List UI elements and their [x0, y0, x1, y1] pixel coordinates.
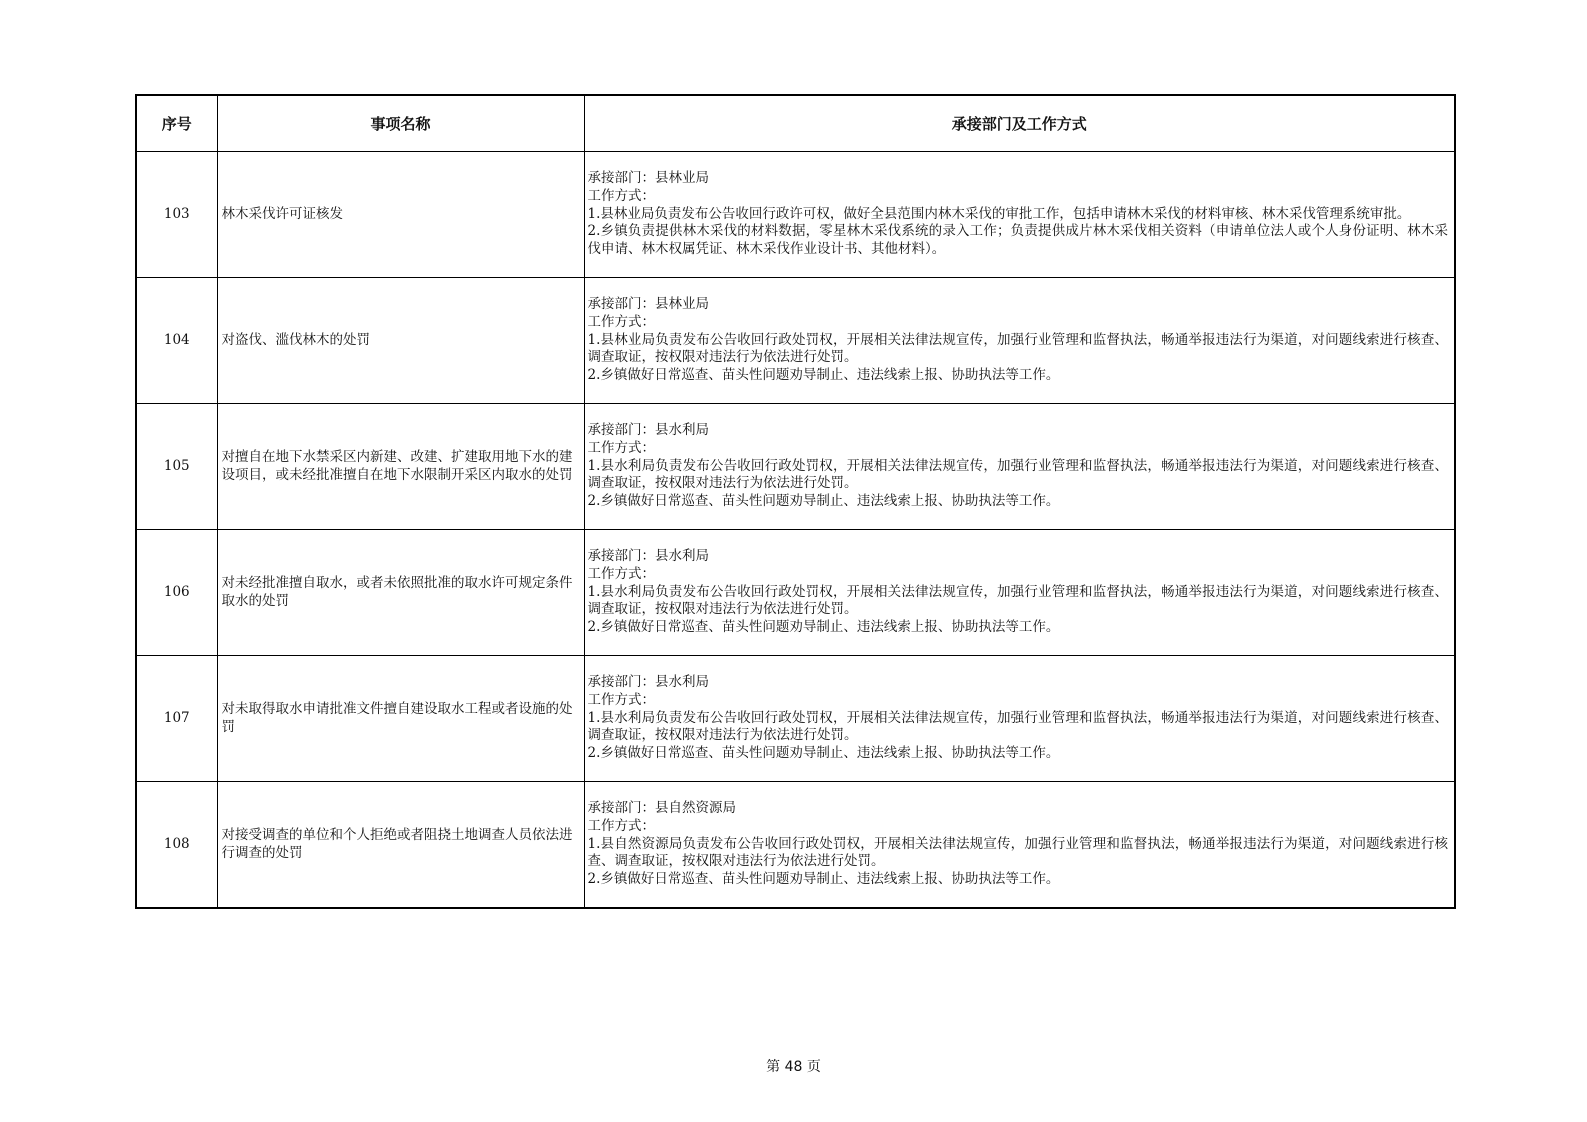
row-department-method — [584, 530, 1455, 656]
dept-line: 2.乡镇做好日常巡查、苗头性问题劝导制止、违法线索上报、协助执法等工作。 — [587, 619, 1060, 636]
dept-line: 2.乡镇做好日常巡查、苗头性问题劝导制止、违法线索上报、协助执法等工作。 — [587, 367, 1060, 384]
row-item-name: 对接受调查的单位和个人拒绝或者阻挠土地调查人员依法进行调查的处罚 — [217, 782, 584, 909]
dept-line: 2.乡镇做好日常巡查、苗头性问题劝导制止、违法线索上报、协助执法等工作。 — [587, 871, 1060, 888]
dept-line: 1.县水利局负责发布公告收回行政处罚权，开展相关法律法规宣传，加强行业管理和监督执法，畅通举报违法行为渠道，对问题线索进行核查、调查取证，按权限对违法行为依法进行处罚。 — [587, 583, 1448, 618]
row-serial-number: 106 — [136, 530, 217, 656]
dept-line: 1.县水利局负责发布公告收回行政处罚权，开展相关法律法规宣传，加强行业管理和监督执法，畅通举报违法行为渠道，对问题线索进行核查、调查取证，按权限对违法行为依法进行处罚。 — [587, 457, 1448, 492]
page-number: 第 48 页 — [766, 1059, 821, 1075]
row-serial-number: 107 — [136, 656, 217, 782]
row-item-name: 对未经批准擅自取水，或者未依照批准的取水许可规定条件取水的处罚 — [217, 530, 584, 656]
dept-line: 工作方式： — [587, 691, 655, 708]
table-row — [136, 404, 1455, 530]
header-item-name: 事项名称 — [217, 95, 584, 152]
document-table-container — [135, 94, 1454, 909]
header-row — [136, 95, 1455, 152]
row-item-name: 对未取得取水申请批准文件擅自建设取水工程或者设施的处罚 — [217, 656, 584, 782]
dept-line: 1.县自然资源局负责发布公告收回行政处罚权，开展相关法律法规宣传，加强行业管理和监督执法，畅通举报违法行为渠道，对问题线索进行核查、调查取证，按权限对违法行为依法进行处罚。 — [587, 835, 1448, 870]
dept-line: 2.乡镇做好日常巡查、苗头性问题劝导制止、违法线索上报、协助执法等工作。 — [587, 493, 1060, 510]
row-serial-number: 105 — [136, 404, 217, 530]
dept-line: 2.乡镇做好日常巡查、苗头性问题劝导制止、违法线索上报、协助执法等工作。 — [587, 745, 1060, 762]
dept-line: 工作方式： — [587, 439, 655, 456]
dept-line: 2.乡镇负责提供林木采伐的材料数据，零星林木采伐系统的录入工作；负责提供成片林木采伐相关资料（申请单位法人或个人身份证明、林木采伐申请、林木权属凭证、林木采伐作业设计书、其他材料）。 — [587, 223, 1448, 258]
dept-line: 1.县林业局负责发布公告收回行政处罚权，开展相关法律法规宣传，加强行业管理和监督执法，畅通举报违法行为渠道，对问题线索进行核查、调查取证，按权限对违法行为依法进行处罚。 — [587, 331, 1448, 366]
dept-line: 承接部门：县水利局 — [587, 422, 709, 438]
row-serial-number: 104 — [136, 278, 217, 404]
row-item-name: 对盗伐、滥伐林木的处罚 — [217, 278, 584, 404]
dept-line: 工作方式： — [587, 565, 655, 582]
row-department-method — [584, 404, 1455, 530]
table-body — [136, 152, 1455, 909]
header-department-and-method: 承接部门及工作方式 — [584, 95, 1455, 152]
table-row — [136, 152, 1455, 278]
row-department-method — [584, 656, 1455, 782]
row-item-name: 林木采伐许可证核发 — [217, 152, 584, 278]
dept-line: 工作方式： — [587, 313, 655, 330]
row-serial-number: 103 — [136, 152, 217, 278]
items-table — [135, 94, 1456, 909]
row-department-method — [584, 278, 1455, 404]
dept-line: 承接部门：县林业局 — [587, 170, 709, 186]
table-row — [136, 530, 1455, 656]
dept-line: 承接部门：县自然资源局 — [587, 800, 736, 816]
dept-line: 1.县水利局负责发布公告收回行政处罚权，开展相关法律法规宣传，加强行业管理和监督执法，畅通举报违法行为渠道，对问题线索进行核查、调查取证，按权限对违法行为依法进行处罚。 — [587, 709, 1448, 744]
dept-line: 1.县林业局负责发布公告收回行政许可权，做好全县范围内林木采伐的审批工作，包括申请林木采伐的材料审核、林木采伐管理系统审批。 — [587, 205, 1411, 222]
dept-line: 工作方式： — [587, 187, 655, 204]
table-row — [136, 656, 1455, 782]
dept-line: 工作方式： — [587, 817, 655, 834]
row-department-method — [584, 152, 1455, 278]
dept-line: 承接部门：县水利局 — [587, 548, 709, 564]
table-header — [136, 95, 1455, 152]
row-serial-number: 108 — [136, 782, 217, 909]
dept-line: 承接部门：县林业局 — [587, 296, 709, 312]
dept-line: 承接部门：县水利局 — [587, 674, 709, 690]
header-serial-number: 序号 — [136, 95, 217, 152]
table-row — [136, 278, 1455, 404]
row-department-method — [584, 782, 1455, 909]
row-item-name: 对擅自在地下水禁采区内新建、改建、扩建取用地下水的建设项目，或未经批准擅自在地下水限制开采区内取水的处罚 — [217, 404, 584, 530]
table-row — [136, 782, 1455, 909]
